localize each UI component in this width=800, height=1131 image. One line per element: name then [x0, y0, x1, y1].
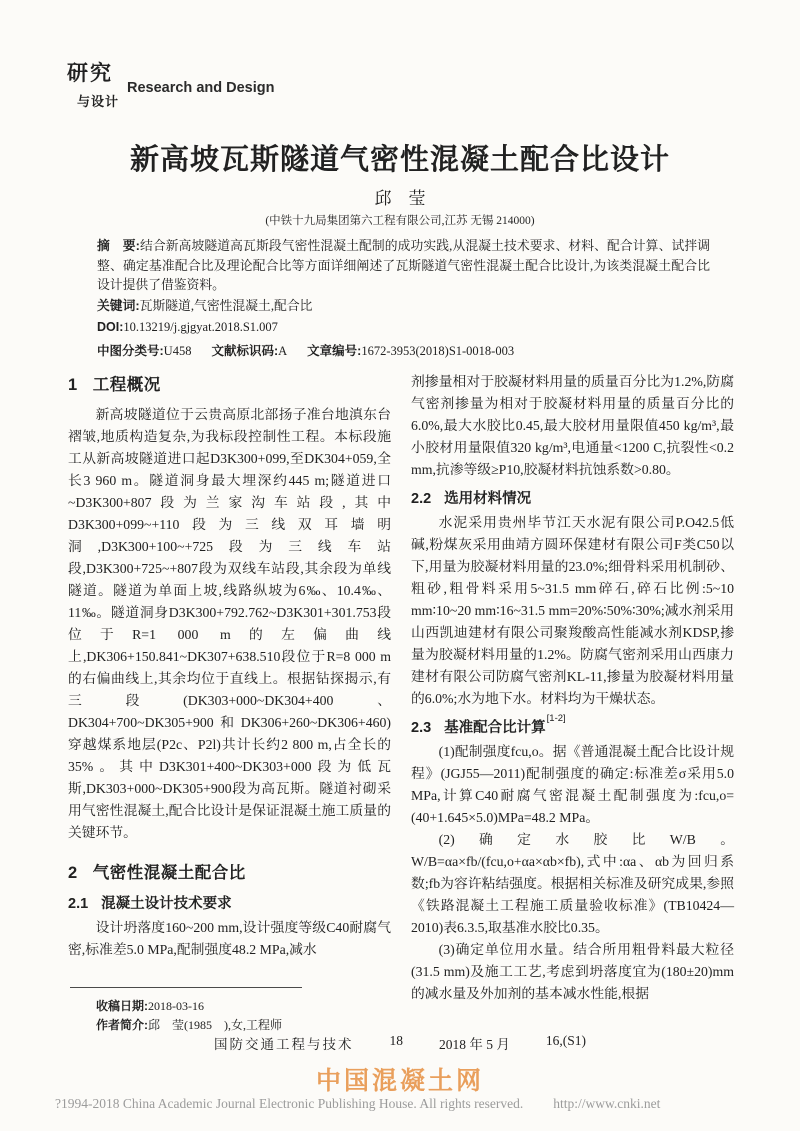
section-1-title: 工程概况 [92, 376, 161, 394]
page-number: 18 [389, 1033, 403, 1048]
section-2-1-title: 混凝土设计技术要求 [101, 896, 232, 912]
journal-name: 国防交通工程与技术 [214, 1037, 354, 1052]
section-2-3-paragraph-2: (2)确定水胶比W/B。W/B=αa×fb/(fcu,o+αa×αb×fb),式中:αa、αb为回归系数;fb为容许粘结强度。根据相关标准及研究成果,参照《铁路混凝土工程施工质量验收标准》(TB10424—2010)表6.3.5,取基准水胶比0.35。 [411, 832, 734, 935]
section-1-number: 1 [68, 376, 78, 394]
meta-line [97, 341, 514, 359]
abstract [97, 236, 710, 296]
author-name: 邱 莹 [374, 189, 426, 208]
doc-code-group [211, 341, 287, 359]
column-tag-cn-line2: 与设计 [77, 94, 120, 109]
section-2-1-body-continued: 剂掺量相对于胶凝材料用量的质量百分比为1.2%,防腐气密剂掺量为相对于胶凝材料用量的质量百分比的6.0%,最大水胶比0.45,最大胶材用量限值450 kg/m³,最小胶材用量限值320 kg/m³,电通量<1200 C,抗裂性<0.2 mm,抗渗等级≥P10,胶凝材料抗蚀系数>0.80。 [411, 374, 734, 477]
received-date-label: 收稿日期: [96, 999, 148, 1013]
clc-label: 中图分类号: [97, 344, 164, 358]
left-column [68, 371, 391, 1031]
keywords [97, 296, 710, 317]
section-2-number: 2 [68, 864, 78, 882]
section-2-2-heading [411, 487, 734, 508]
article-title: 新高坡瓦斯隧道气密性混凝土配合比设计 [129, 144, 670, 176]
copyright-text: ?1994-2018 China Academic Journal Electronic Publishing House. All rights reserved. [55, 1096, 524, 1111]
copyright-url: http://www.cnki.net [553, 1096, 661, 1111]
citation-superscript: [1-2] [546, 713, 566, 725]
section-2-3-number: 2.3 [411, 720, 432, 736]
section-1-body: 新高坡隧道位于云贵高原北部扬子准台地滇东台褶皱,地质构造复杂,为我标段控制性工程。本标段施工从新高坡隧道进口起D3K300+099,至DK304+059,全长3 960 m。隧道洞身最大埋深约445 m;隧道进口~D3K300+807段为兰家沟车站段,其中D3K300+099~+110段为三线双耳墙明洞,D3K300+100~+725段为三线车站段,D3K300+725~+807段为双线车站段,其余段为单线隧道。隧道为单面上坡,线路纵坡为6‰、10.4‰、11‰。隧道洞身D3K300+792.762~D3K301+301.753段位于R=1 000 m的左偏曲线上,DK306+150.841~DK307+638.510段位于R=8 000 m的右偏曲线上,其余均位于直线上。根据钻探揭示,有三段(DK303+000~DK304+400、DK304+700~DK305+900和DK306+260~DK306+460)穿越煤系地层(P2c、P2l)共计长约2 800 m,占全长的35%。其中D3K301+400~DK303+000段为低瓦斯,DK303+000~DK305+900段为高瓦斯。隧道衬砌采用气密性混凝土,配合比设计是保证混凝土施工质量的关键环节。 [68, 407, 391, 840]
received-date-line [70, 997, 370, 1016]
article-body [68, 371, 734, 1031]
abstract-block [97, 236, 710, 316]
keywords-label: 关键词: [97, 297, 140, 313]
section-2-2-number: 2.2 [411, 491, 432, 507]
section-2-3-paragraph-1: (1)配制强度fcu,o。据《普通混凝土配合比设计规程》(JGJ55—2011)配制强度的确定:标准差σ采用5.0 MPa,计算C40耐腐气密混凝土配制强度为:fcu,o=(40+1.645×5.0)MPa=48.2 MPa。 [411, 744, 734, 825]
section-2-3-paragraph-3: (3)确定单位用水量。结合所用粗骨料最大粒径(31.5 mm)及施工工艺,考虑到坍落度宜为(180±20)mm的减水量及外加剂的基本减水性能,根据 [411, 942, 734, 1001]
section-2-1-heading [68, 892, 391, 913]
author-bio-value: 邱 莹(1985 ),女,工程师 [148, 1018, 282, 1032]
section-2-1-body: 设计坍落度160~200 mm,设计强度等级C40耐腐气密,标准差5.0 MPa,配制强度48.2 MPa,减水 [68, 920, 391, 957]
footnote-block [70, 987, 370, 1035]
section-2-3-heading [411, 713, 734, 737]
article-id-group [307, 341, 514, 359]
section-2-3-title: 基准配合比计算[1-2] [444, 713, 566, 736]
section-2-heading [68, 859, 391, 883]
journal-footer [0, 1033, 800, 1053]
column-tag-cn-line1: 研究 [67, 62, 113, 85]
watermark-text: 中国混凝土网 [315, 1067, 484, 1095]
footnote-divider [70, 987, 302, 988]
section-2-2-body: 水泥采用贵州毕节江天水泥有限公司P.O42.5低碱,粉煤灰采用曲靖方圆环保建材有限公司F类C50以下,用量为胶凝材料用量的23.0%;细骨料采用机制砂、粗砂,粗骨料采用5~31.5 mm碎石,碎石比例:5~10 mm∶10~20 mm∶16~31.5 mm=20%∶50%∶30%;减水剂采用山西凯迪建材有限公司聚羧酸高性能减水剂KDSP,掺量为胶凝材料用量的1.2%。防腐气密剂采用山西康力建材有限公司防腐气密剂KL-11,掺量为胶凝材料用量的6.0%;水为地下水。材料均为干燥状态。 [411, 515, 734, 706]
article-id-value: 1672-3953(2018)S1-0018-003 [361, 344, 515, 358]
doi-label: DOI: [97, 320, 124, 334]
copyright-line [55, 1096, 660, 1112]
article-id-label: 文章编号: [307, 344, 362, 358]
doi-value: 10.13219/j.gjgyat.2018.S1.007 [123, 320, 278, 334]
abstract-label: 摘 要: [97, 238, 140, 253]
received-date-value: 2018-03-16 [148, 999, 204, 1013]
column-tag [67, 57, 275, 110]
section-2-title: 气密性混凝土配合比 [92, 864, 246, 882]
section-2-2-title: 选用材料情况 [444, 491, 532, 507]
issue-date: 2018 年 5 月 [439, 1037, 510, 1052]
right-column [411, 371, 734, 1031]
doc-code-value: A [278, 344, 288, 358]
clc-group [97, 341, 191, 359]
issue-number: 16,(S1) [545, 1033, 586, 1048]
doc-code-label: 文献标识码: [211, 344, 279, 358]
abstract-text: 结合新高坡隧道高瓦斯段气密性混凝土配制的成功实践,从混凝土技术要求、材料、配合计算、试拌调整、确定基准配合比及理论配合比等方面详细阐述了瓦斯隧道气密性混凝土配合比设计,为该类混凝土配合比设计提供了借鉴资料。 [97, 239, 711, 292]
author-bio-label: 作者简介: [96, 1018, 148, 1032]
keywords-text: 瓦斯隧道,气密性混凝土,配合比 [139, 298, 313, 313]
column-tag-en: Research and Design [127, 80, 275, 96]
doi-line [97, 320, 278, 335]
author-affiliation: (中铁十九局集团第六工程有限公司,江苏 无锡 214000) [265, 215, 535, 227]
section-1-heading [68, 371, 391, 395]
clc-value: U458 [163, 344, 192, 358]
section-2-1-number: 2.1 [68, 896, 89, 912]
